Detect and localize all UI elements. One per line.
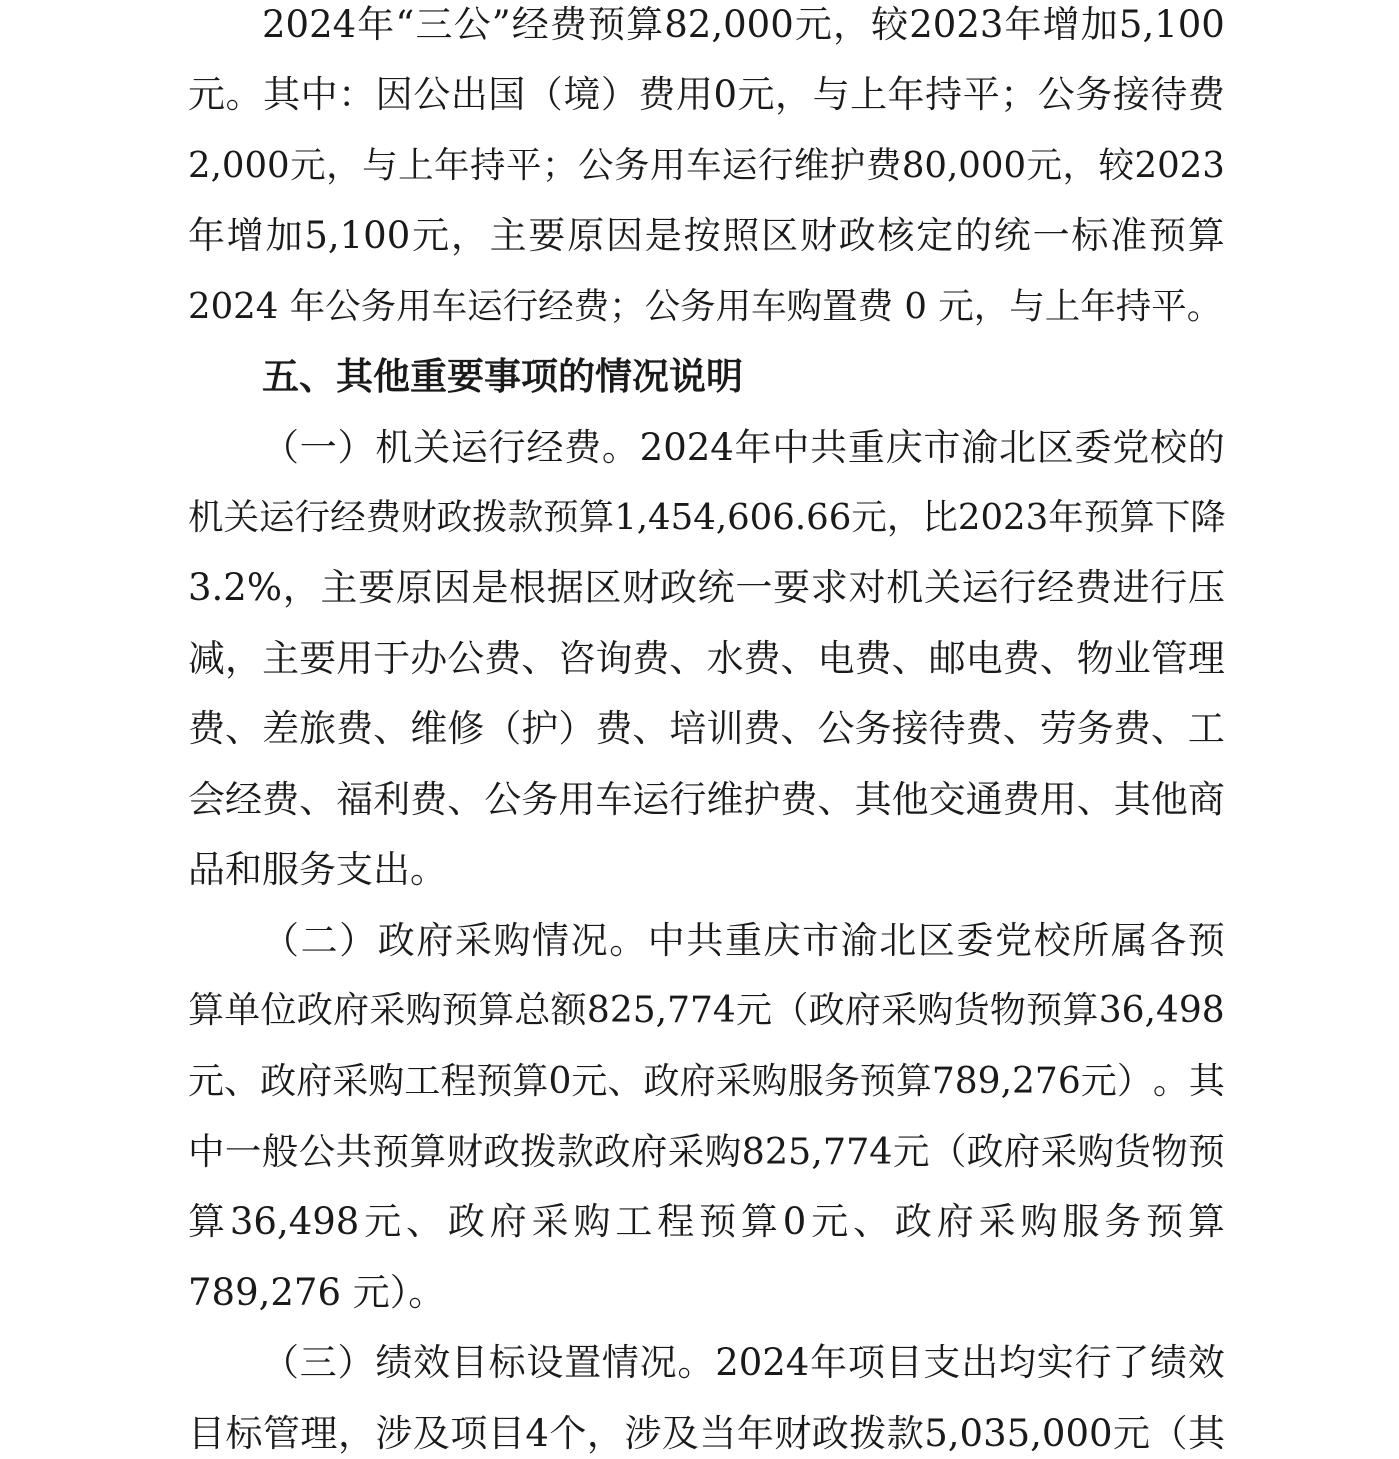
text-line: 年 增 加 5,100 元 ， 主 要 原 因 是 按 照 区 财 政 核 定 的 统 一 标 准 预 算 <box>188 214 1225 257</box>
text-line: 减 ， 主 要 用 于 办 公 费 、 咨 询 费 、 水 费 、 电 费 、 邮 电 费 、 物 业 管 理 <box>188 637 1225 680</box>
text-line: 算 单 位 政 府 采 购 预 算 总 额 825,774 元 （ 政 府 采 购 货 物 预 算 36,498 <box>188 990 1225 1031</box>
text-line: 品和服务支出。 <box>188 848 447 891</box>
text-line: 目 标 管 理 ， 涉 及 项 目 4 个 ， 涉 及 当 年 财 政 拨 款 5,035,000 元 （ 其 <box>188 1412 1225 1455</box>
text-line: 中 一 般 公 共 预 算 财 政 拨 款 政 府 采 购 825,774 元 （ 政 府 采 购 货 物 预 <box>188 1130 1225 1173</box>
text-line: 2024 年公务用车运行经费；公务用车购置费 0 元，与上年持平。 <box>188 286 1223 327</box>
text-line: 2,000 元 ， 与 上 年 持 平 ； 公 务 用 车 运 行 维 护 费 80,000 元 ， 较 2023 <box>188 145 1225 186</box>
section-heading: 五、其他重要事项的情况说明 <box>262 355 743 398</box>
text-line: 算 36,498 元 、 政 府 采 购 工 程 预 算 0 元 、 政 府 采 购 服 务 预 算 <box>188 1200 1225 1243</box>
text-line: 机 关 运 行 经 费 财 政 拨 款 预 算 1,454,606.66 元 ， 比 2023 年 预 算 下 降 <box>188 497 1226 538</box>
text-line: （ 一 ） 机 关 运 行 经 费 。 2024 年 中 共 重 庆 市 渝 北 区 委 党 校 的 <box>262 426 1225 469</box>
text-line: （ 二 ） 政 府 采 购 情 况 。 中 共 重 庆 市 渝 北 区 委 党 校 所 属 各 预 <box>262 919 1225 962</box>
text-line: （ 三 ） 绩 效 目 标 设 置 情 况 。 2024 年 项 目 支 出 均 实 行 了 绩 效 <box>262 1341 1225 1384</box>
text-line: 会 经 费 、 福 利 费 、 公 务 用 车 运 行 维 护 费 、 其 他 交 通 费 用 、 其 他 商 <box>188 778 1225 821</box>
text-line: 2024 年 “ 三 公 ” 经 费 预 算 82,000 元 ， 较 2023 年 增 加 5,100 <box>262 3 1225 46</box>
text-line: 费 、 差 旅 费 、 维 修 （ 护 ） 费 、 培 训 费 、 公 务 接 待 费 、 劳 务 费 、 工 <box>188 707 1225 750</box>
text-line: 3.2% ， 主 要 原 因 是 根 据 区 财 政 统 一 要 求 对 机 关 运 行 经 费 进 行 压 <box>188 566 1225 609</box>
text-line: 789,276 元）。 <box>188 1271 446 1314</box>
text-line: 元 。 其 中 ： 因 公 出 国 （ 境 ） 费 用 0 元 ， 与 上 年 持 平 ； 公 务 接 待 费 <box>188 73 1225 116</box>
text-line: 元 、 政 府 采 购 工 程 预 算 0 元 、 政 府 采 购 服 务 预 算 789,276 元 ） 。 其 <box>188 1061 1225 1102</box>
